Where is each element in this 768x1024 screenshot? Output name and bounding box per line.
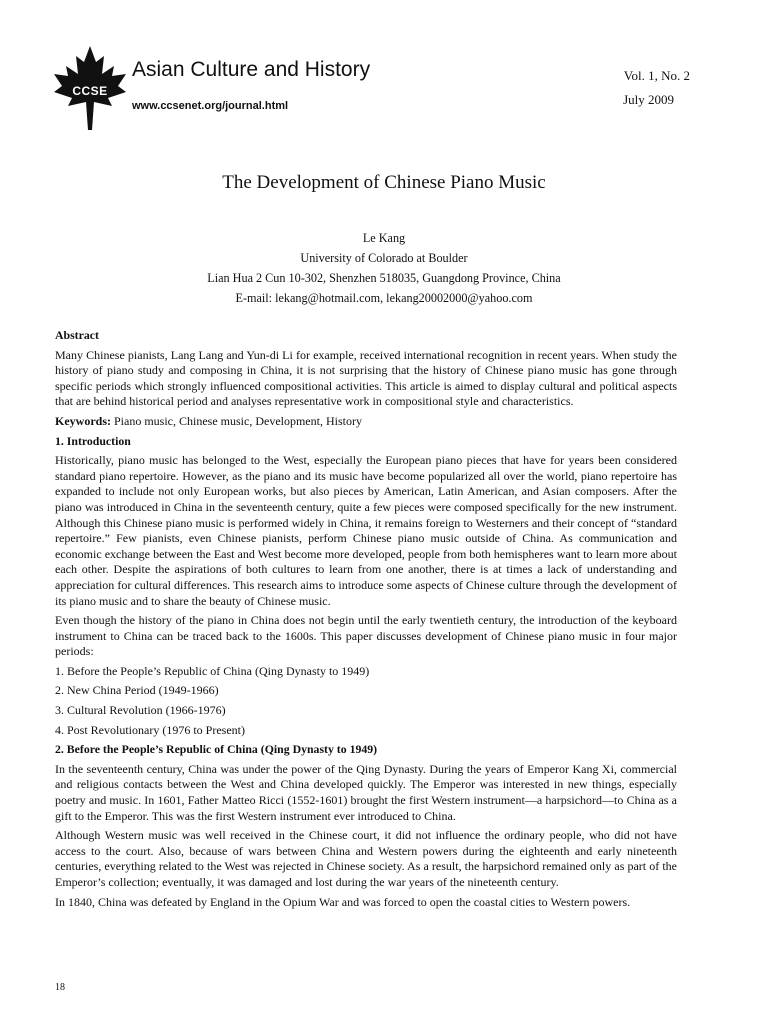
journal-title: Asian Culture and History: [132, 58, 371, 81]
paragraph: Even though the history of the piano in China does not begin until the early twentieth century, the introduction of the keyboard instrument to China can be traced back to the 1600s. This paper discusses development of Chinese piano music in four major periods:: [55, 613, 677, 659]
list-item: 2. New China Period (1949-1966): [55, 683, 219, 698]
paragraph: In 1840, China was defeated by England in the Opium War and was forced to open the coastal cities to Western powers.: [55, 894, 631, 909]
abstract-text: Many Chinese pianists, Lang Lang and Yun-di Li for example, received international recognition in recent years. When study the history of piano study and composing in China, it is not surprising that the history of Chinese piano music has gone through specific periods which strongly influenced compositional activities. This article is aimed to display cultural and political aspects that are behind historical period and analyses representative work in compositional style and characteristics.: [55, 347, 677, 409]
list-item: 1. Before the People’s Republic of China (Qing Dynasty to 1949): [55, 663, 370, 678]
maple-leaf-logo: [50, 44, 130, 130]
author-name: Le Kang: [362, 231, 406, 245]
author-email: E-mail: lekang@hotmail.com, lekang20002000@yahoo.com: [235, 291, 533, 305]
author-block: [0, 228, 768, 308]
keywords-list: Piano music, Chinese music, Development, History: [111, 413, 362, 428]
keywords-label: Keywords:: [55, 413, 111, 428]
author-address: Lian Hua 2 Cun 10-302, Shenzhen 518035, Guangdong Province, China: [207, 271, 561, 285]
section-heading: 2. Before the People’s Republic of China (Qing Dynasty to 1949): [55, 742, 378, 757]
list-item: 4. Post Revolutionary (1976 to Present): [55, 722, 245, 737]
journal-header: [50, 44, 690, 130]
abstract-heading: Abstract: [55, 328, 99, 342]
article-title: The Development of Chinese Piano Music: [222, 172, 546, 193]
author-affiliation: University of Colorado at Boulder: [300, 251, 468, 265]
keywords-line: [55, 414, 677, 430]
paragraph: Historically, piano music has belonged to the West, especially the European piano pieces that have for years been considered standard piano repertoire. However, as the piano and its music have become popularized all over the world, piano repertoire has expanded to include not only European works, but also pieces by American, Latin American, and Asian composers. After the piano was introduced in China in the seventeenth century, quite a few pieces were composed specifically for the new instrument. Although this Chinese piano music is performed widely in China, it remains foreign to Westerners and their concept of “standard repertoire.” Few pianists, even Chinese pianists, perform Chinese piano music outside of China. As communication and economic exchange between the East and West become more developed, people from both hemispheres want to learn more about each other. Despite the aspirations of both cultures to learn from one another, there is at times a lack of understanding and appreciation for cultural differences. This research aims to introduce some aspects of Chinese culture through the development of its piano music and to share the beauty of Chinese music.: [55, 453, 677, 608]
volume-issue: Vol. 1, No. 2: [623, 68, 690, 83]
issue-date: July 2009: [623, 92, 674, 107]
journal-url[interactable]: www.ccsenet.org/journal.html: [132, 100, 289, 112]
list-item: 3. Cultural Revolution (1966-1976): [55, 703, 226, 718]
paragraph: In the seventeenth century, China was under the power of the Qing Dynasty. During the years of Emperor Kang Xi, commercial and religious contacts between the West and China developed quickly. The Emperor was interested in new things, especially poetry and music. In 1601, Father Matteo Ricci (1552-1601) brought the first Western instrument—a harpsichord—to China as a gift to the Emperor. This was the first Western instrument ever introduced to China.: [55, 761, 677, 823]
logo-text: CCSE: [72, 84, 108, 98]
paragraph: Although Western music was well received in the Chinese court, it did not influence the ordinary people, who did not have access to the court. Also, because of wars between China and Western powers during the eighteenth and early nineteenth centuries, everything related to the West was rejected in Chinese society. As a result, the harpsichord remained only as part of the Emperor’s collection; eventually, it was damaged and lost during the war years of the nineteenth century.: [55, 828, 677, 889]
article-body: [55, 328, 677, 914]
page-number: 18: [55, 982, 65, 993]
section-heading: 1. Introduction: [55, 433, 131, 448]
